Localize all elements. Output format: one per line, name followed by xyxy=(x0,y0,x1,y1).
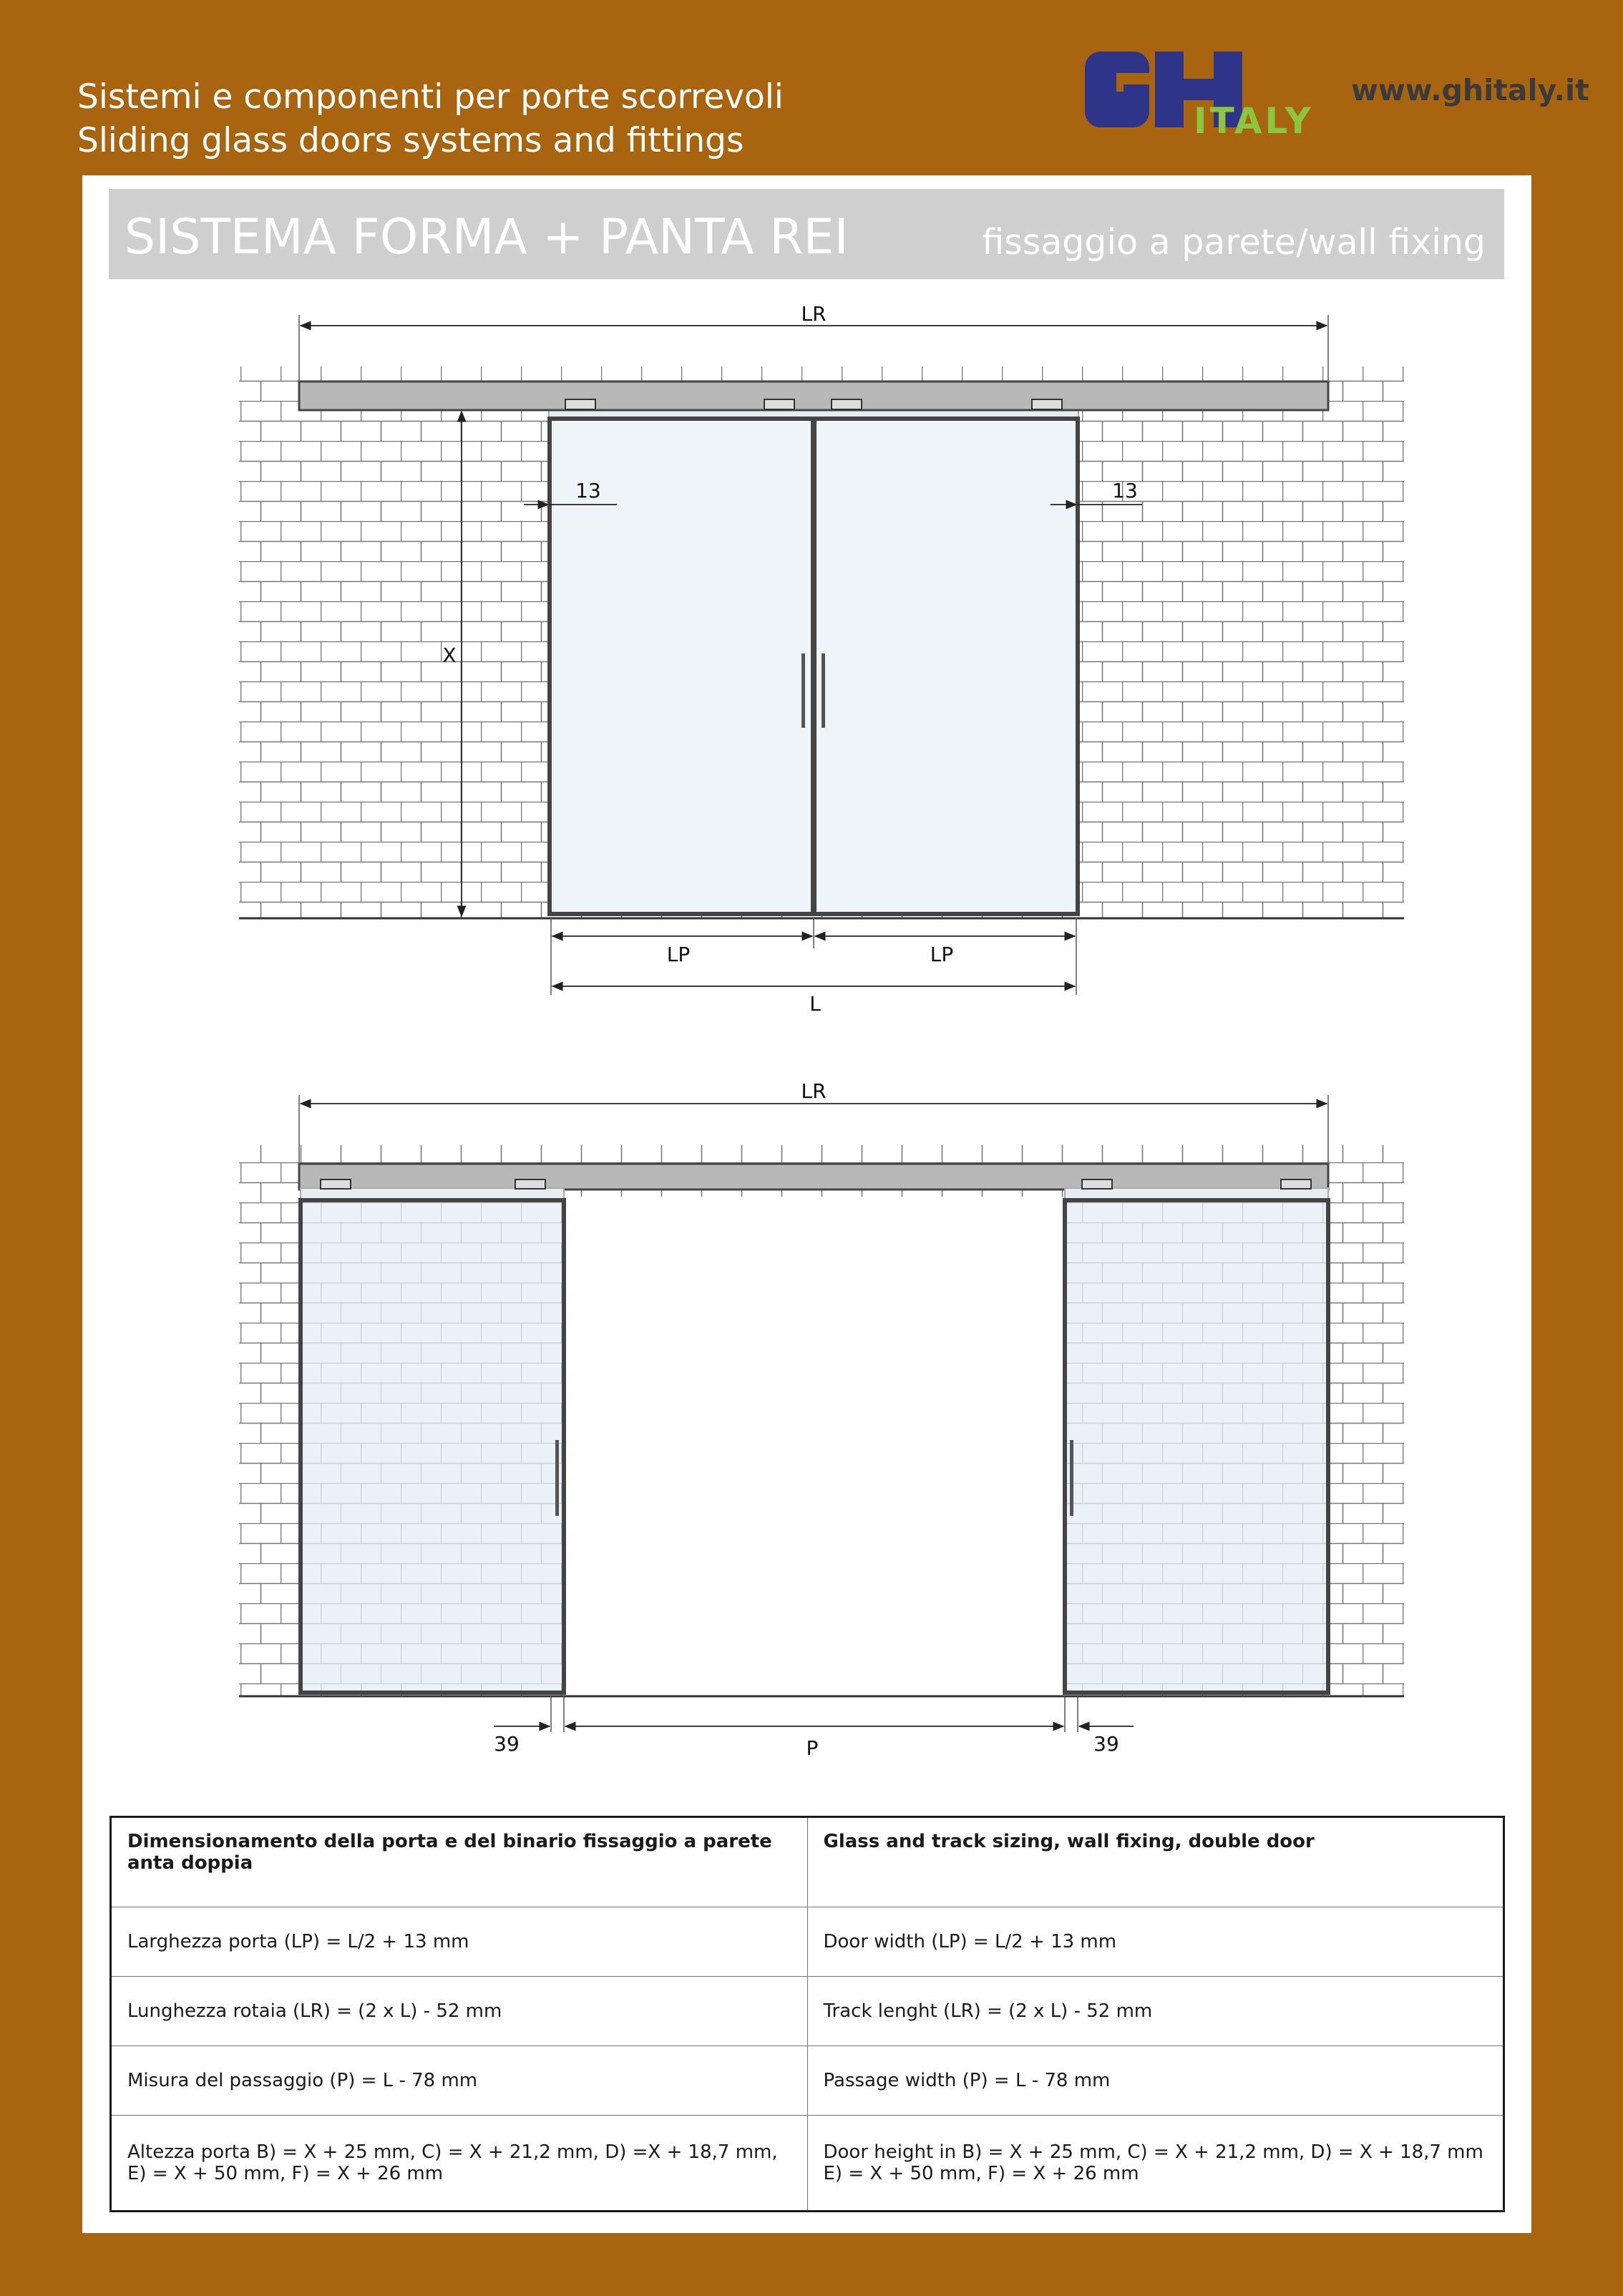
table-cell-english: Passage width (P) = L - 78 mm xyxy=(807,2046,1504,2116)
label-gap-left: 13 xyxy=(575,479,601,502)
door-handle-right xyxy=(822,653,825,728)
drawing-open-doors xyxy=(239,1079,1404,1760)
table-header-row xyxy=(111,1817,1504,1907)
label-p: P xyxy=(806,1736,819,1760)
table-row xyxy=(111,1907,1504,1977)
page-title: SISTEMA FORMA + PANTA REI xyxy=(125,209,849,266)
sliding-track xyxy=(299,381,1328,410)
sliding-track-2 xyxy=(299,1164,1328,1190)
label-gap-right: 13 xyxy=(1112,479,1138,502)
label-lp-left: LP xyxy=(666,943,691,966)
label-lr-2: LR xyxy=(801,1079,827,1103)
tagline-italian: Sistemi e componenti per porte scorrevoli xyxy=(77,77,784,117)
table-cell-english: Door width (LP) = L/2 + 13 mm xyxy=(807,1907,1504,1977)
table-cell-english: Track lenght (LR) = (2 x L) - 52 mm xyxy=(807,1977,1504,2046)
table-cell-english: Door height in B) = X + 25 mm, C) = X + 21,2 mm, D) = X + 18,7 mm E) = X + 50 mm, F) = X + 26 mm xyxy=(807,2116,1504,2212)
sizing-table xyxy=(109,1816,1505,2212)
door-handle-right-2 xyxy=(1070,1440,1073,1516)
table-row xyxy=(111,2046,1504,2116)
label-offset-right: 39 xyxy=(1093,1732,1119,1756)
door-handle-left-2 xyxy=(555,1440,559,1516)
label-offset-left: 39 xyxy=(494,1732,520,1756)
door-panel-right xyxy=(814,419,1078,914)
door-panel-left-open xyxy=(301,1200,564,1693)
door-panel-right-open xyxy=(1065,1200,1328,1693)
door-opening xyxy=(564,1197,1065,1698)
label-lp-right: LP xyxy=(930,943,954,966)
table-header-italian: Dimensionamento della porta e del binario fissaggio a parete anta doppia xyxy=(111,1817,808,1907)
table-cell-italian: Lunghezza rotaia (LR) = (2 x L) - 52 mm xyxy=(111,1977,808,2046)
label-l: L xyxy=(809,992,821,1016)
table-cell-italian: Misura del passaggio (P) = L - 78 mm xyxy=(111,2046,808,2116)
website-url[interactable]: www.ghitaly.it xyxy=(1351,73,1589,107)
label-x: X xyxy=(442,643,457,667)
svg-text:ITALY: ITALY xyxy=(1194,100,1314,142)
tagline-english: Sliding glass doors systems and fittings xyxy=(77,121,744,160)
table-cell-italian: Larghezza porta (LP) = L/2 + 13 mm xyxy=(111,1907,808,1977)
door-handle-left xyxy=(801,653,805,728)
table-row xyxy=(111,1977,1504,2046)
table-row xyxy=(111,2116,1504,2212)
label-lr: LR xyxy=(801,302,827,326)
table-cell-italian: Altezza porta B) = X + 25 mm, C) = X + 21,2 mm, D) =X + 18,7 mm, E) = X + 50 mm, F) = X + 26 mm xyxy=(111,2116,808,2212)
drawing-closed-doors xyxy=(239,302,1404,1016)
table-header-english: Glass and track sizing, wall fixing, double door xyxy=(807,1817,1504,1907)
page-subtitle: fissaggio a parete/wall fixing xyxy=(982,222,1486,263)
